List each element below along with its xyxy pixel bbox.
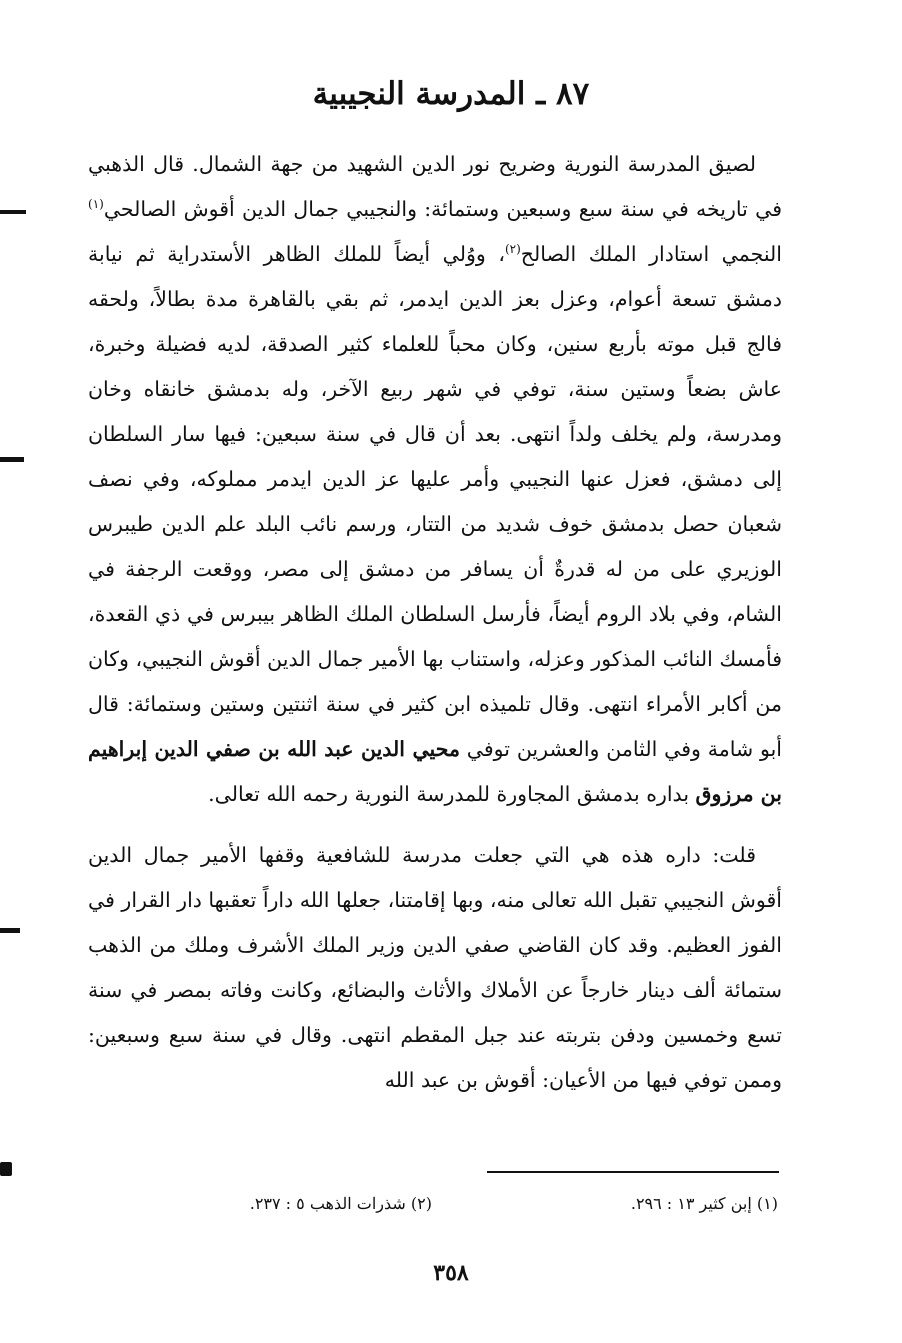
paragraph-1 xyxy=(88,142,782,817)
scan-edge-mark xyxy=(0,210,26,214)
paragraph-1-text-d: بداره بدمشق المجاورة للمدرسة النورية رحمه الله تعالى. xyxy=(208,782,696,806)
page-title: ٨٧ ـ المدرسة النجيبية xyxy=(312,76,590,112)
bold-person-name: محيي الدين عبد الله بن صفي الدين إبراهيم بن مرزوق xyxy=(88,737,782,806)
paragraph-1-text-b: النجمي استادار الملك الصالح xyxy=(520,242,782,266)
body-text xyxy=(88,142,782,1103)
footnote-divider xyxy=(487,1171,779,1173)
scan-edge-mark xyxy=(0,457,24,462)
footnote-1: (١) إبن كثير ١٣ : ٢٩٦. xyxy=(630,1194,778,1213)
scan-edge-mark xyxy=(0,928,20,933)
scan-edge-mark xyxy=(0,1162,12,1176)
footnote-ref-2[interactable]: (٢) xyxy=(504,242,521,257)
paragraph-2: قلت: داره هذه هي التي جعلت مدرسة للشافعية وقفها الأمير جمال الدين أقوش النجيبي تقبل الله تعالى منه، وبها إقامتنا، جعلها الله داراً تعقبها دار القرار في الفوز العظيم. وقد كان القاضي صفي الدين وزير الملك الأشرف وملك من الذهب ستمائة ألف دينار خارجاً عن الأملاك والأثاث والبضائع، وكانت وفاته بمصر في سنة تسع وخمسين ودفن بتربته عند جبل المقطم انتهى. وقال في سنة سبع وسبعين: وممن توفي فيها من الأعيان: أقوش بن عبد الله xyxy=(88,843,782,1092)
paragraph-1-text-c: ، ووُلي أيضاً للملك الظاهر الأستدراية ثم نيابة دمشق تسعة أعوام، وعزل بعز الدين ايدمر، ثم بقي بالقاهرة مدة بطالاً، ولحقه فالج قبل موته بأربع سنين، وكان محباً للعلماء كثير الصدقة، لديه فضيلة وخبرة، عاش بضعاً وستين سنة، توفي في شهر ربيع الآخر، وله بدمشق خانقاه وخان ومدرسة، ولم يخلف ولداً انتهى. بعد أن قال في سنة سبعين: فيها سار السلطان إلى دمشق، فعزل عنها النجيبي وأمر عليها عز الدين ايدمر مملوكه، وفي نصف شعبان حصل بدمشق خوف شديد من التتار، ورسم نائب البلد علم الدين طيبرس الوزيري على من له قدرةٌ أن يسافر من دمشق إلى مصر، ووقعت الرجفة في الشام، وفي بلاد الروم أيضاً، فأرسل السلطان الملك الظاهر بيبرس في ذي القعدة، فأمسك النائب المذكور وعزله، واستناب بها الأمير جمال الدين أقوش النجيبي، وكان من أكابر الأمراء انتهى. وقال تلميذه ابن كثير في سنة اثنتين وستين وستمائة: قال أبو شامة وفي الثامن والعشرين توفي xyxy=(88,242,782,761)
page-number: ٣٥٨ xyxy=(433,1260,469,1286)
paragraph-1-text-a: لصيق المدرسة النورية وضريح نور الدين الشهيد من جهة الشمال. قال الذهبي في تاريخه في سنة سبع وسبعين وستمائة: والنجيبي جمال الدين أقوش الصالحي xyxy=(88,152,782,221)
footnote-ref-1[interactable]: (١) xyxy=(88,197,104,212)
footnote-2: (٢) شذرات الذهب ٥ : ٢٣٧. xyxy=(249,1194,432,1213)
